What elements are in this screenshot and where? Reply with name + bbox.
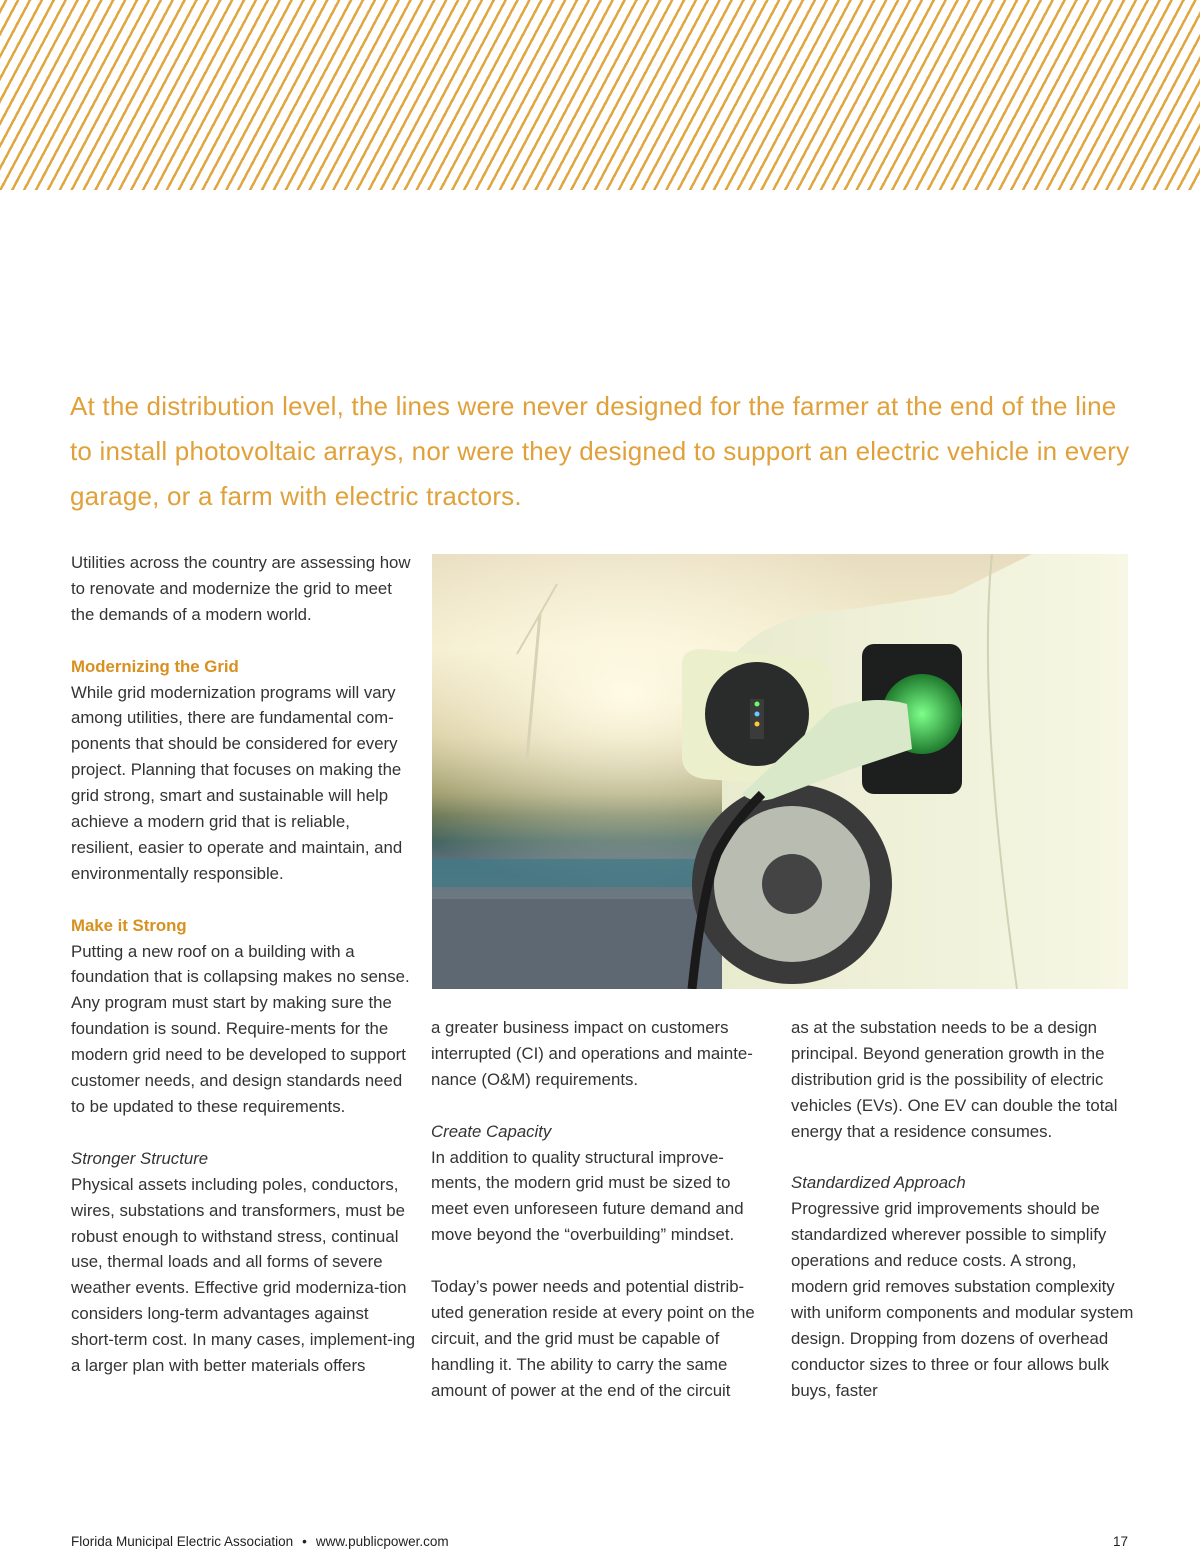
subheading-create-capacity: Create Capacity [431,1121,552,1141]
intro-paragraph: Utilities across the country are assessing how to renovate and modernize the grid to meet the demands of a modern world. [71,553,411,624]
standardized-approach-paragraph: Progressive grid improvements should be standardized wherever possible to simplify operations and reduce costs. A strong, modern grid removes substation complexity with uniform components and modular system design. Dropping from dozens of overhead conductor sizes to three or four allows bulk buys, faster [791,1199,1134,1400]
make-it-strong-paragraph: Putting a new roof on a building with a foundation that is collapsing makes no sense. Any program must start by making sure the foundation is sound. Require-ments for the modern grid need to be developed to support customer needs, and design standards need to be updated to these requirements. [71,941,410,1116]
create-capacity-continued: as at the substation needs to be a design principal. Beyond generation growth in the distribution grid is the possibility of electric vehicles (EVs). One EV can double the total energy that a residence consumes. [791,1018,1118,1141]
page-footer [71,1534,449,1549]
footer-url[interactable]: www.publicpower.com [315,1534,449,1549]
heading-modernizing-the-grid: Modernizing the Grid [71,656,239,676]
stronger-structure-paragraph: Physical assets including poles, conductors, wires, substations and transformers, must be robust enough to withstand stress, continual use, thermal loads and all forms of severe weather events. Effective grid moderniza-tion considers long-term advantages against short-term cost. In many cases, implement-ing a larger plan with better materials offers [71,1174,416,1376]
text-column-right [791,1015,1136,1404]
decorative-stripe-band [0,0,1200,190]
heading-make-it-strong: Make it Strong [71,915,187,935]
page-number: 17 [1113,1534,1129,1549]
footer-separator: • [302,1534,307,1549]
power-needs-paragraph: Today’s power needs and potential distrib-uted generation reside at every point on the circuit, and the grid must be capable of handling it. The ability to carry the same amount of power at the end of the circuit [431,1277,755,1400]
subheading-stronger-structure: Stronger Structure [71,1148,209,1168]
ev-charging-photo [432,554,1128,989]
pull-quote: At the distribution level, the lines were never designed for the farmer at the end of the line to install photovoltaic arrays, nor were they designed to support an electric vehicle in every garage, or a farm with electric tractors. [70,391,1130,511]
footer-org-name: Florida Municipal Electric Association [71,1534,294,1549]
subheading-standardized-approach: Standardized Approach [791,1173,966,1193]
text-column-middle [431,1015,771,1404]
stronger-structure-continued: a greater business impact on customers interrupted (CI) and operations and mainte-nance (O&M) requirements. [431,1018,753,1089]
create-capacity-paragraph: In addition to quality structural improve-ments, the modern grid must be sized to meet even unforeseen future demand and move beyond the “overbuilding” mindset. [431,1147,744,1245]
ev-charging-illustration [432,554,1128,989]
modernizing-paragraph: While grid modernization programs will vary among utilities, there are fundamental com-ponents that should be considered for every project. Planning that focuses on making the grid strong, smart and sustainable will help achieve a modern grid that is reliable, resilient, easier to operate and maintain, and environmentally responsible. [71,682,403,883]
text-column-left [71,550,416,1379]
